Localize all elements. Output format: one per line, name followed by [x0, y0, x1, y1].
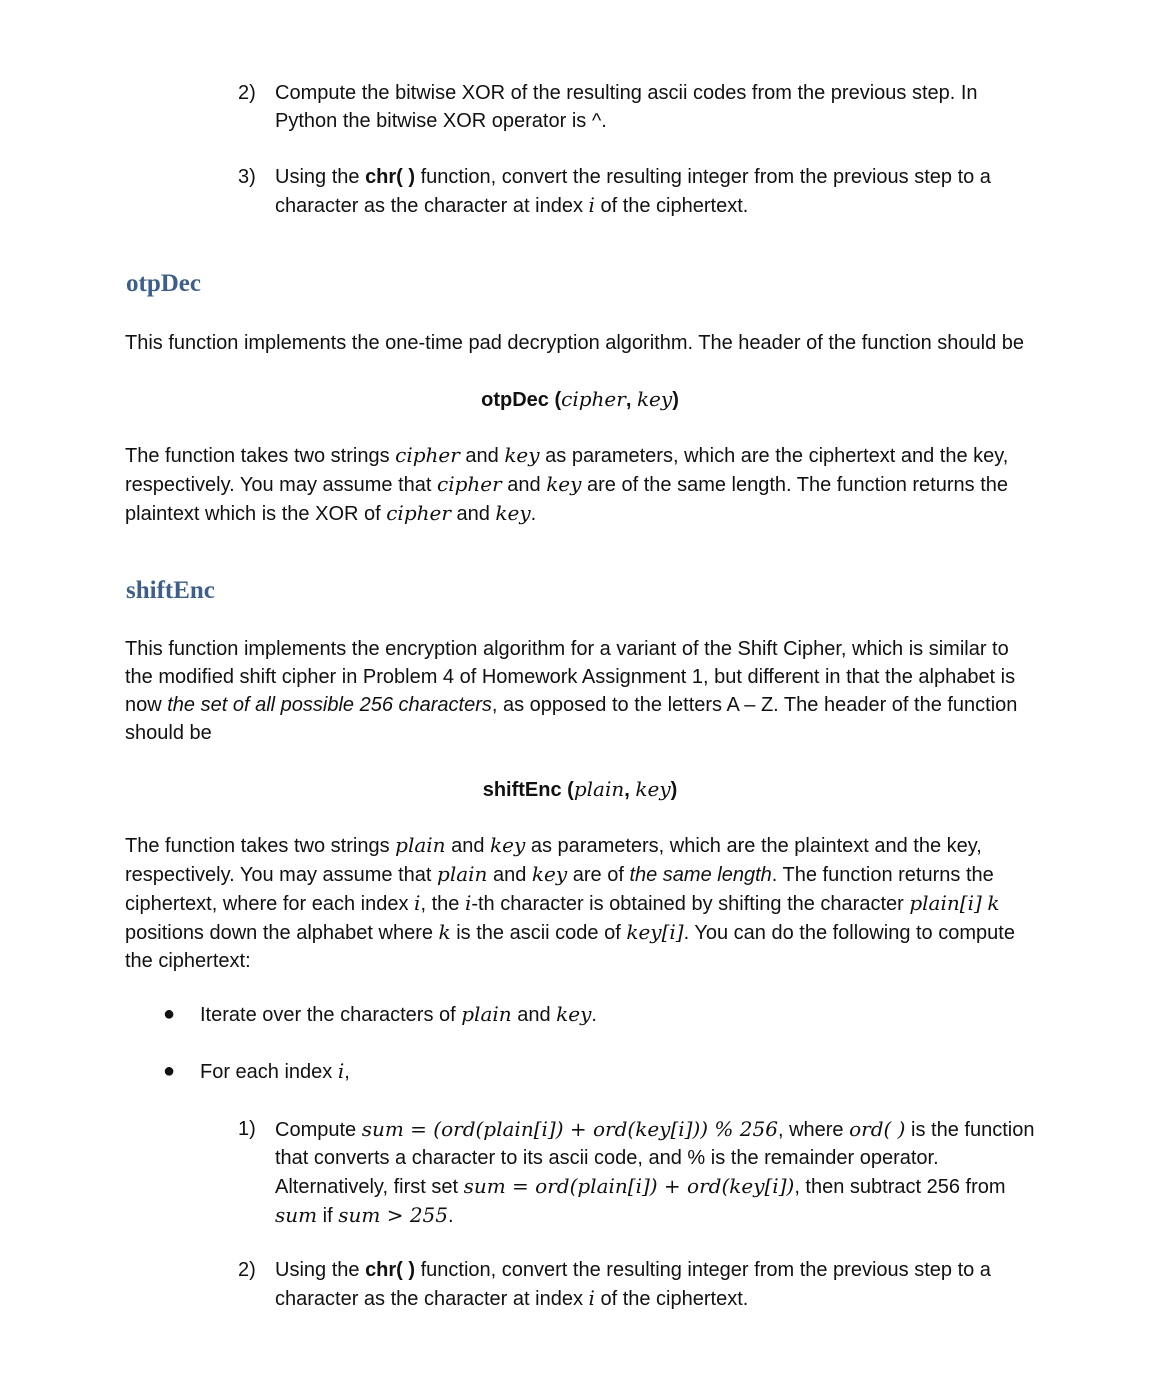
bullet-icon: ● [163, 1003, 176, 1025]
list-number: 2) [238, 82, 256, 104]
list-item: Compute sum = (ord(plain[i]) + ord(key[i])) % 256, where ord( ) is the function that converts a character to its ascii code, and % is the remainder operator. Alternatively, first set sum = ord(plain[i]) + ord(key[i]), then subtract 256 from sum if sum > 255. [275, 1117, 1035, 1227]
paragraph: The function takes two strings cipher and key as parameters, which are the ciphertext and the key, respectively. You may assume that cipher and key are of the same length. The function returns the plaintext which is the XOR of cipher and key. [125, 443, 1009, 525]
paragraph: This function implements the one-time pad decryption algorithm. The header of the function should be [125, 332, 1025, 354]
bullet-icon: ● [163, 1060, 176, 1082]
list-item: Iterate over the characters of plain and key. [200, 1002, 597, 1026]
list-number: 2) [238, 1259, 256, 1281]
function-header: shiftEnc (plain, key) [482, 777, 678, 801]
section-heading-shiftenc: shiftEnc [126, 577, 215, 604]
paragraph: This function implements the encryption algorithm for a variant of the Shift Cipher, which is similar to the modified shift cipher in Problem 4 of Homework Assignment 1, but different in that the alphabet is now the set of all possible 256 characters, as opposed to the letters A – Z. The header of the function should be [125, 638, 1018, 744]
list-item: Compute the bitwise XOR of the resulting ascii codes from the previous step. In Python the bitwise XOR operator is ^. [275, 82, 978, 132]
list-number: 3) [238, 166, 256, 188]
list-item: Using the chr( ) function, convert the resulting integer from the previous step to a character as the character at index i of the ciphertext. [275, 1259, 991, 1310]
paragraph: The function takes two strings plain and key as parameters, which are the plaintext and the key, respectively. You may assume that plain and key are of the same length. The function returns the ciphertext, where for each index i, the i-th character is obtained by shifting the character plain[i] k positions down the alphabet where k is the ascii code of key[i]. You can do the following to compute the ciphertext: [125, 833, 1015, 972]
function-header: otpDec (cipher, key) [481, 387, 679, 411]
list-item: Using the chr( ) function, convert the resulting integer from the previous step to a character as the character at index i of the ciphertext. [275, 166, 991, 217]
section-heading-otpdec: otpDec [126, 270, 201, 297]
list-item: For each index i, [200, 1059, 350, 1083]
list-number: 1) [238, 1118, 256, 1140]
